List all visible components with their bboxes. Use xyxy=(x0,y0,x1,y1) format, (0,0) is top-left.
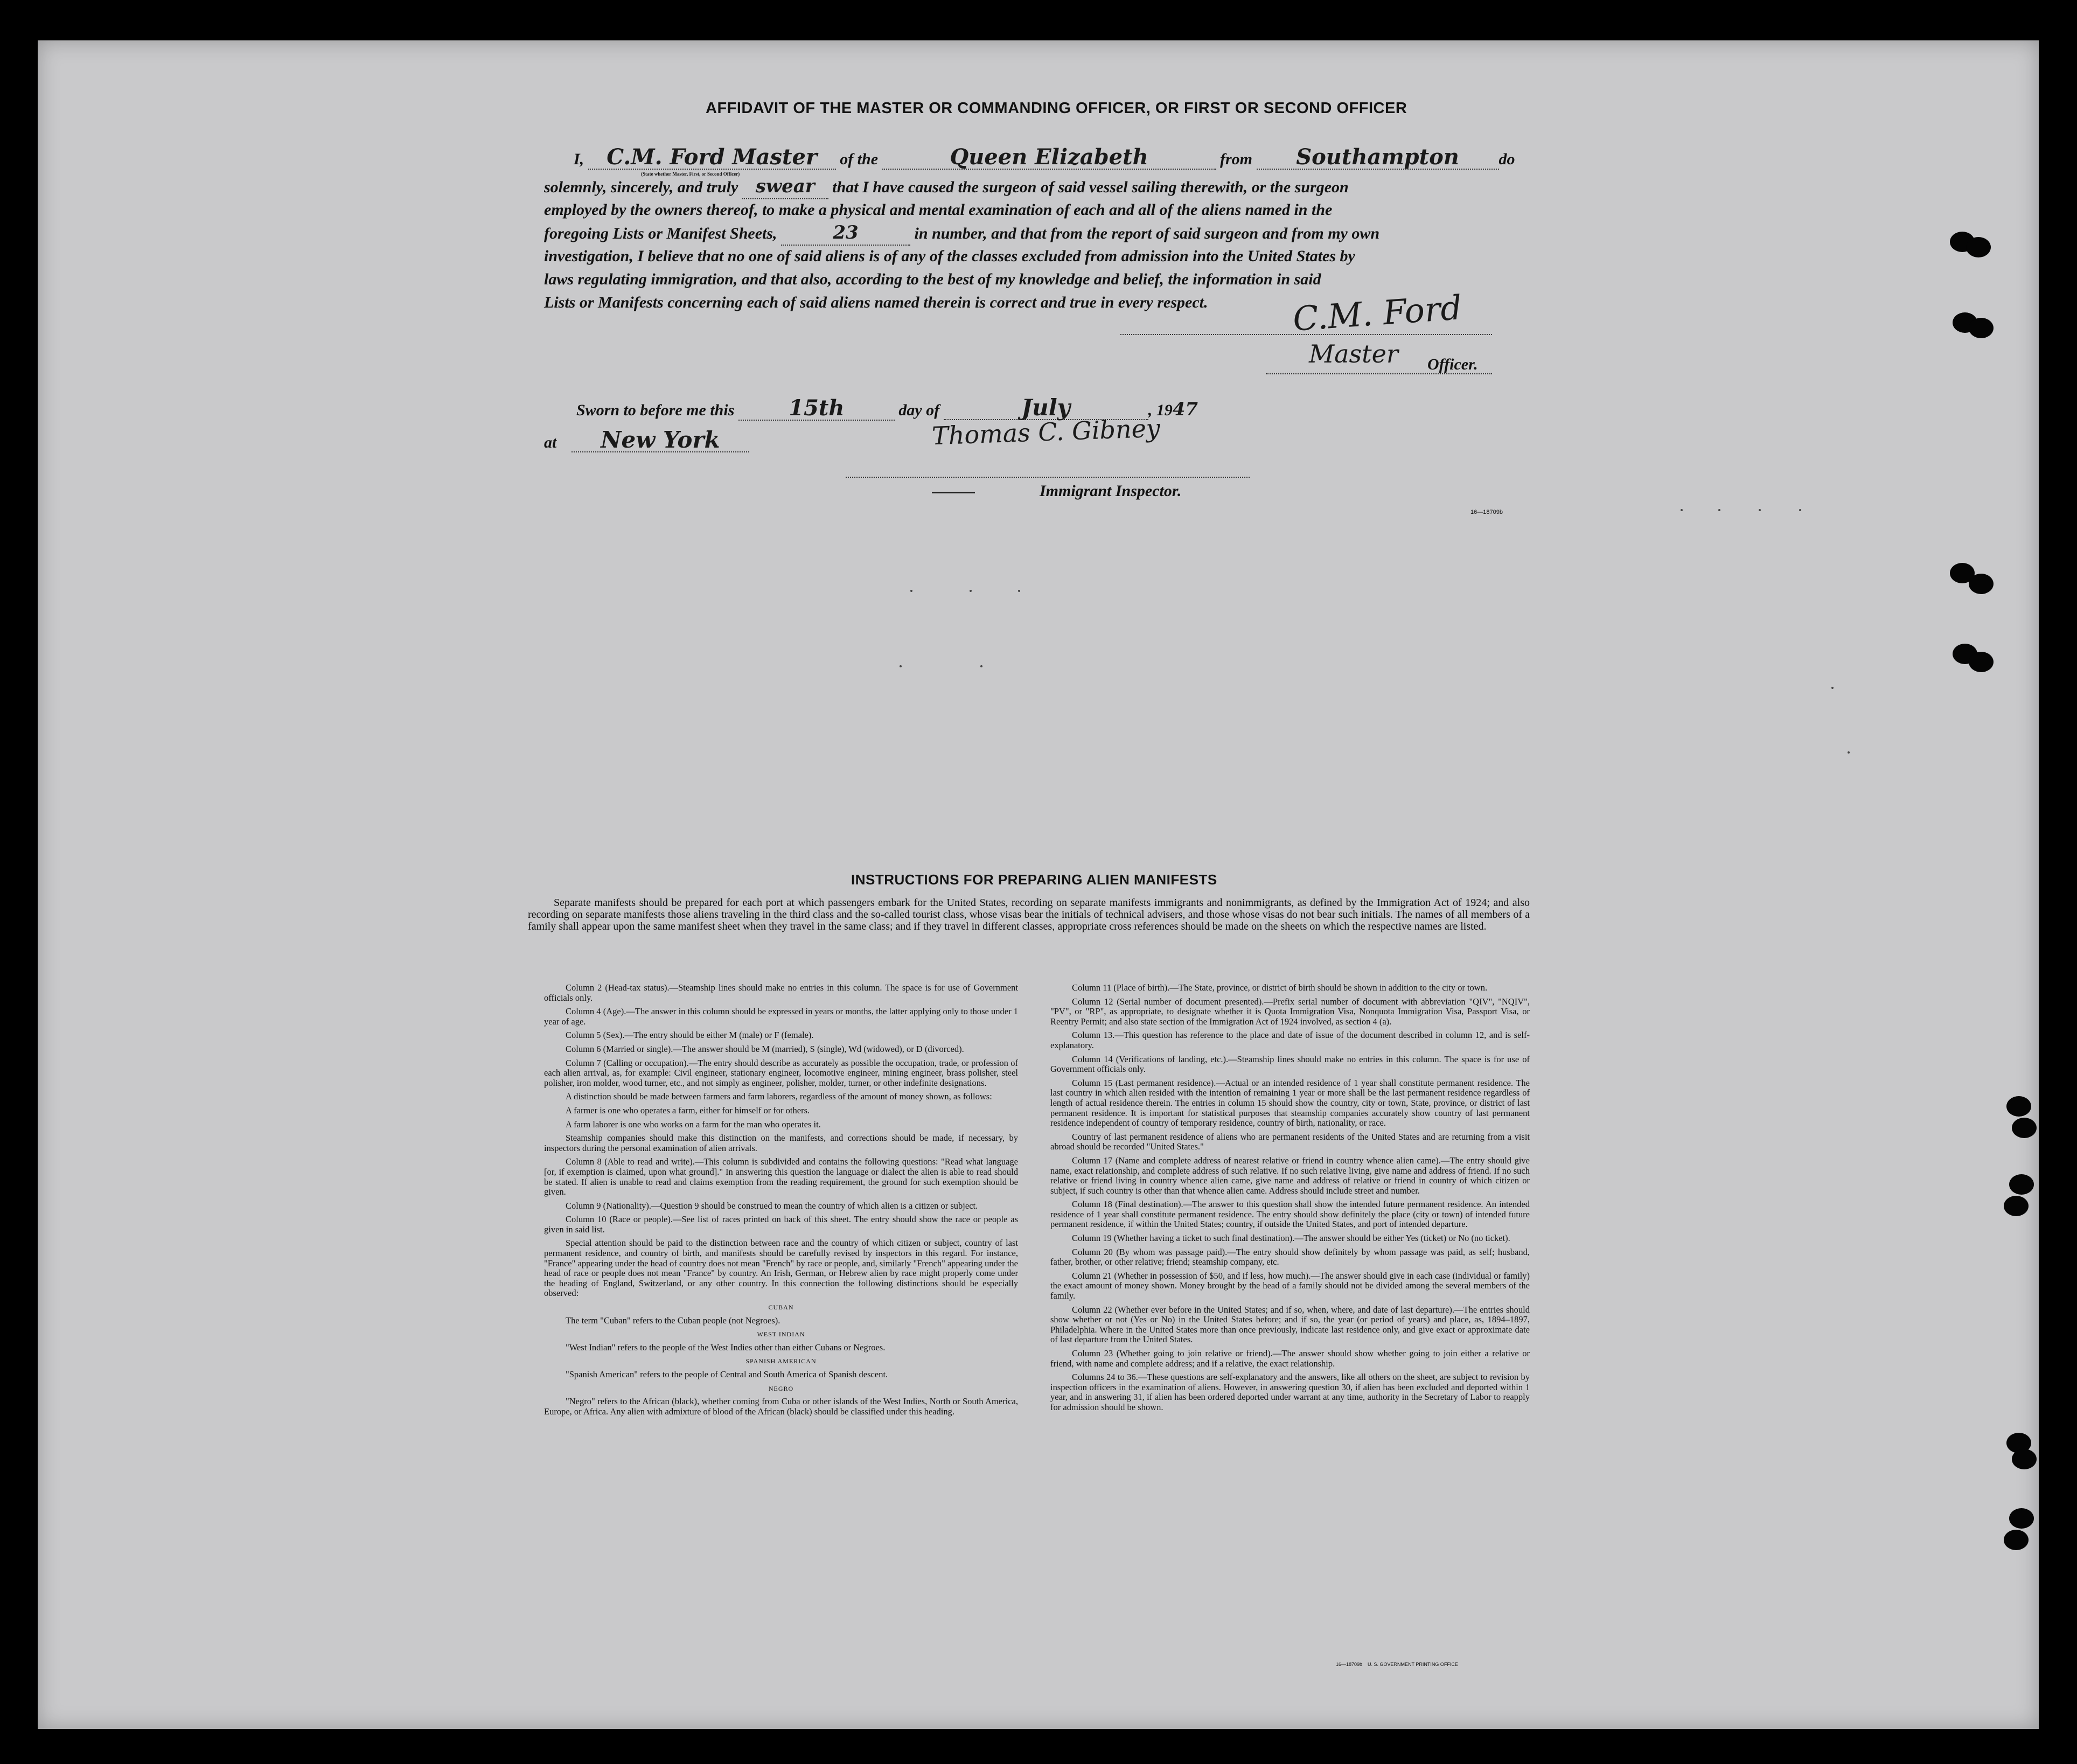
left-para: Column 4 (Age).—The answer in this column should be expressed in years or months, the latter applying only to those under 1 year of age. xyxy=(544,1006,1018,1027)
vessel-name-field: Queen Elizabeth xyxy=(882,145,1216,170)
departure-port-field: Southampton xyxy=(1257,145,1499,170)
left-para: Column 10 (Race or people).—See list of races printed on back of this sheet. The entry should show the race or people as given in said list. xyxy=(544,1214,1018,1235)
at-label: at xyxy=(544,434,557,451)
inspector-line xyxy=(846,477,1250,478)
right-para: Columns 24 to 36.—These questions are self-explanatory and the answers, like all others on the sheet, are subject to revision by inspection officers in the examination of aliens. However, in answering question 30, if alien has been excluded and deported within 1 year, and in answering 31, if alien has been ordered deported under warrant at any time, authority in the Secretary of Labor to reapply for admission should be shown. xyxy=(1050,1372,1530,1412)
punch-hole xyxy=(2012,1118,2037,1138)
punch-hole xyxy=(2009,1508,2034,1529)
instructions-title: INSTRUCTIONS FOR PREPARING ALIEN MANIFESTS xyxy=(851,871,1217,888)
scan-dot xyxy=(1848,751,1850,754)
scan-dot xyxy=(1759,509,1761,511)
officer-label: Officer. xyxy=(1427,355,1478,373)
right-para: Column 13.—This question has reference to the place and date of issue of the document described in column 12, and is self-explanatory. xyxy=(1050,1030,1530,1050)
printing-office-footer: 16—18709b U. S. GOVERNMENT PRINTING OFFICE xyxy=(1336,1662,1458,1667)
punch-hole xyxy=(1969,574,1994,594)
inspector-label: Immigrant Inspector. xyxy=(1040,482,1182,500)
right-para: Column 20 (By whom was passage paid).—The entry should show definitely by whom passage was paid, as self; husband, father, brother, or other relative; friend; steamship company, etc. xyxy=(1050,1246,1530,1267)
sworn-place-field: New York xyxy=(571,428,749,452)
punch-hole xyxy=(2004,1196,2029,1216)
punch-hole xyxy=(2006,1096,2031,1117)
right-para: Column 18 (Final destination).—The answer to this question shall show the intended future permanent residence. An intended residence of 1 year shall constitute permanent residence. The entry should show definitely the place (city or town) of intended future permanent residence, if within the United States; country, if outside the United States, and port of intended departure. xyxy=(1050,1199,1530,1230)
spanish-american-text: "Spanish American" refers to the people of Central and South America of Spanish descent. xyxy=(566,1369,888,1379)
scan-dot xyxy=(1831,687,1834,689)
scan-dot xyxy=(1799,509,1801,511)
affidavit-line-5: investigation, I believe that no one of said aliens is of any of the classes excluded from admission into the United States by xyxy=(544,247,1355,265)
left-para: Special attention should be paid to the distinction between race and the country of which citizen or subject, country of last permanent residence, and country of birth, and manifests should be carefully revised by inspectors in this regard. For instance, "France" appearing under the head of country does not mean "French" by race or people, and, similarly "French" appearing under the head of race or people does not mean "France" by country. An Irish, German, or Hebrew alien by race might properly come under the heading of England, Switzerland, or any other country. In this connection the following distinctions should be especially observed: xyxy=(544,1238,1018,1299)
instructions-right-column xyxy=(1050,983,1530,1417)
line1-from: from xyxy=(1220,150,1253,168)
oath-field: swear xyxy=(742,175,828,199)
sworn-day-field: 15th xyxy=(738,396,895,421)
left-para: Steamship companies should make this distinction on the manifests, and corrections should be made, if necessary, by inspectors during the personal examination of alien arrivals. xyxy=(544,1133,1018,1153)
line1-prefix: I, xyxy=(574,150,584,168)
left-para: Column 6 (Married or single).—The answer should be M (married), S (single), Wd (widowed), or D (divorced). xyxy=(566,1043,964,1054)
line1-end: do xyxy=(1498,150,1515,168)
sworn-month-field: July xyxy=(944,396,1148,420)
left-para: Column 7 (Calling or occupation).—The entry should describe as accurately as possible the occupation, trade, or profession of each alien arrival, as, for example: Civil engineer, stationary engineer, locomotive engineer, mining engineer, brass polisher, steel polisher, iron molder, wood turner, etc., and not simply as engineer, polisher, molder, turner, or other indefinite designations. xyxy=(544,1057,1018,1088)
heading-west-indian: WEST INDIAN xyxy=(757,1330,805,1338)
caption-small: (State whether Master, First, or Second Officer) xyxy=(641,171,740,177)
west-indian-text: "West Indian" refers to the people of the West Indies other than either Cubans or Negroes. xyxy=(566,1342,886,1352)
left-para: Column 5 (Sex).—The entry should be either M (male) or F (female). xyxy=(566,1030,814,1041)
right-para: Column 17 (Name and complete address of nearest relative or friend in country whence alien came).—The entry should give name, exact relationship, and complete address of such relative. If no such relative living, give name and address of friend. If no such relative or friend living in country whence alien came, give name and address of relative or friend in country of which citizen or subject, if such country is other than that whence alien came. Address should include street and number. xyxy=(1050,1155,1530,1196)
line4-rest: in number, and that from the report of said surgeon and from my own xyxy=(914,225,1380,242)
punch-hole xyxy=(1969,652,1994,672)
scan-dot xyxy=(910,590,912,592)
left-para: Column 8 (Able to read and write).—This column is subdivided and contains the following questions: "Read what language [or, if exemption is claimed, upon what ground]." In answering this question the language or dialect the alien is able to read should be stated. If alien is unable to read and claims exemption from the reading requirement, the ground for such exemption should be given. xyxy=(544,1156,1018,1197)
signature-line xyxy=(1120,334,1492,335)
affidavit-line-4 xyxy=(544,221,1379,246)
line2-prefix: solemnly, sincerely, and truly xyxy=(544,178,738,196)
punch-hole xyxy=(2004,1530,2029,1550)
punch-hole xyxy=(1966,237,1991,257)
scan-dot xyxy=(1718,509,1720,511)
affidavit-line-7: Lists or Manifests concerning each of said aliens named therein is correct and true in every respect. xyxy=(544,294,1208,311)
left-para: Column 2 (Head-tax status).—Steamship lines should make no entries in this column. The space is for use of Government officials only. xyxy=(544,982,1018,1003)
manifest-sheet xyxy=(38,40,2039,1729)
right-para: Column 11 (Place of birth).—The State, province, or district of birth should be shown in addition to the city or town. xyxy=(1072,982,1488,993)
officer-rank: Master xyxy=(1309,339,1398,368)
scan-dot xyxy=(1681,509,1683,511)
scan-dot xyxy=(1018,590,1020,592)
instructions-intro: Separate manifests should be prepared for each port at which passengers embark for the United States, recording on separate manifests immigrants and nonimmigrants, as defined by the Immigration Act of 1924; and also recording on separate manifests those aliens traveling in the third class and the so-called tourist class, whose visas bear the initials of technical advisers, and those whose visas do not bear such initials. The names of all members of a family shall appear upon the same manifest sheet when they travel in the same class; and if they travel in different classes, appropriate cross references should be made on the sheets on which the respective names are listed. xyxy=(528,897,1530,932)
right-para: Column 15 (Last permanent residence).—Actual or an intended residence of 1 year shall constitute permanent residence. The last country in which alien resided with the intention of remaining 1 year or more shall be the last permanent residence regardless of length of actual residence therein. The entries in column 15 should show the country, city or town, State, province, or district of last permanent residence. It is important for statistical purposes that steamship companies accurately show country of last permanent residence independent of country of temporary residence, country of birth, nationality, or race. xyxy=(1050,1077,1530,1128)
negro-text: "Negro" refers to the African (black), whether coming from Cuba or other islands of the West Indies, North or South America, Europe, or Africa. Any alien with admixture of blood of the African (black) should be classified under this heading. xyxy=(544,1396,1018,1417)
left-para: A distinction should be made between farmers and farm laborers, regardless of the amount of money shown, as follows: xyxy=(566,1091,992,1102)
affidavit-line-3: employed by the owners thereof, to make a physical and mental examination of each and all of the aliens named in the xyxy=(544,201,1333,219)
right-para: Column 21 (Whether in possession of $50, and if less, how much).—The answer should give in each case (individual or family) the exact amount of money shown. Money brought by the head of a family should not be divided among the several members of the family. xyxy=(1050,1270,1530,1301)
instructions-left-column xyxy=(544,983,1018,1420)
form-number: 16—18709b xyxy=(1470,509,1503,515)
affidavit-line-6: laws regulating immigration, and that also, according to the best of my knowledge and belief, the information in said xyxy=(544,270,1321,288)
officer-name-field: C.M. Ford Master xyxy=(588,145,836,170)
left-para: A farmer is one who operates a farm, either for himself or for others. xyxy=(566,1105,810,1115)
heading-spanish-american: SPANISH AMERICAN xyxy=(745,1357,817,1365)
at-line xyxy=(544,428,749,454)
cuban-text: The term "Cuban" refers to the Cuban people (not Negroes). xyxy=(566,1315,780,1326)
master-signature: C.M. Ford xyxy=(1291,288,1463,339)
heading-cuban: CUBAN xyxy=(768,1303,794,1312)
scan-dot xyxy=(970,590,972,592)
right-para: Column 14 (Verifications of landing, etc.).—Steamship lines should make no entries in this column. The space is for use of Government officials only. xyxy=(1050,1054,1530,1075)
left-para: A farm laborer is one who works on a farm for the man who operates it. xyxy=(566,1119,821,1129)
line2-rest: that I have caused the surgeon of said vessel sailing therewith, or the surgeon xyxy=(832,178,1349,196)
right-para: Column 22 (Whether ever before in the United States; and if so, when, where, and date of last departure).—The entries should show whether or not (Yes or No) in the United States before; and if so, the year (or period of years) and place, as, 1894–1897, Philadelphia. Where in the United States more than once previously, indicate last residence only, and give exact or approximate date of last departure from the United States. xyxy=(1050,1304,1530,1345)
heading-negro: NEGRO xyxy=(768,1384,794,1392)
affidavit-line-2 xyxy=(544,175,1589,199)
affidavit-title: AFFIDAVIT OF THE MASTER OR COMMANDING OFFICER, OR FIRST OR SECOND OFFICER xyxy=(706,100,1407,117)
punch-hole xyxy=(1969,318,1994,338)
year-handwritten: 47 xyxy=(1172,399,1198,420)
ink-mark xyxy=(932,492,975,493)
punch-hole xyxy=(2012,1449,2037,1469)
right-para: Column 23 (Whether going to join relative or friend).—The answer should show whether going to join either a relative or friend, with name and complete address; and if a relative, the exact relationship. xyxy=(1050,1348,1530,1369)
scan-dot xyxy=(900,665,902,667)
left-para: Column 9 (Nationality).—Question 9 should be construed to mean the country of which alien is a citizen or subject. xyxy=(566,1200,978,1211)
right-para: Column 12 (Serial number of document presented).—Prefix serial number of document with abbreviation "QIV", "NQIV", "PV", or "RP", as appropriate, to designate whether it is Quota Immigration Visa, Nonquota Immigration Visa, Passport Visa, or Reentry Permit; and also state section of the Immigration Act of 1924 involved, as section 4 (a). xyxy=(1050,996,1530,1027)
sworn-prefix: Sworn to before me this xyxy=(576,401,735,419)
sheet-count-field: 23 xyxy=(781,221,910,246)
affidavit-line-1 xyxy=(574,145,1515,171)
scan-dot xyxy=(980,665,982,667)
inspector-signature: Thomas C. Gibney xyxy=(931,413,1161,451)
line1-mid: of the xyxy=(840,150,879,168)
punch-hole xyxy=(2009,1174,2034,1195)
line4-prefix: foregoing Lists or Manifest Sheets, xyxy=(544,225,777,242)
day-of-label: day of xyxy=(898,401,940,419)
right-para: Country of last permanent residence of aliens who are permanent residents of the United States and are returning from a visit abroad should be recorded "United States." xyxy=(1050,1131,1530,1152)
right-para: Column 19 (Whether having a ticket to such final destination).—The answer should be either Yes (ticket) or No (no ticket). xyxy=(1072,1233,1510,1244)
year-printed: , 19 xyxy=(1148,401,1173,419)
